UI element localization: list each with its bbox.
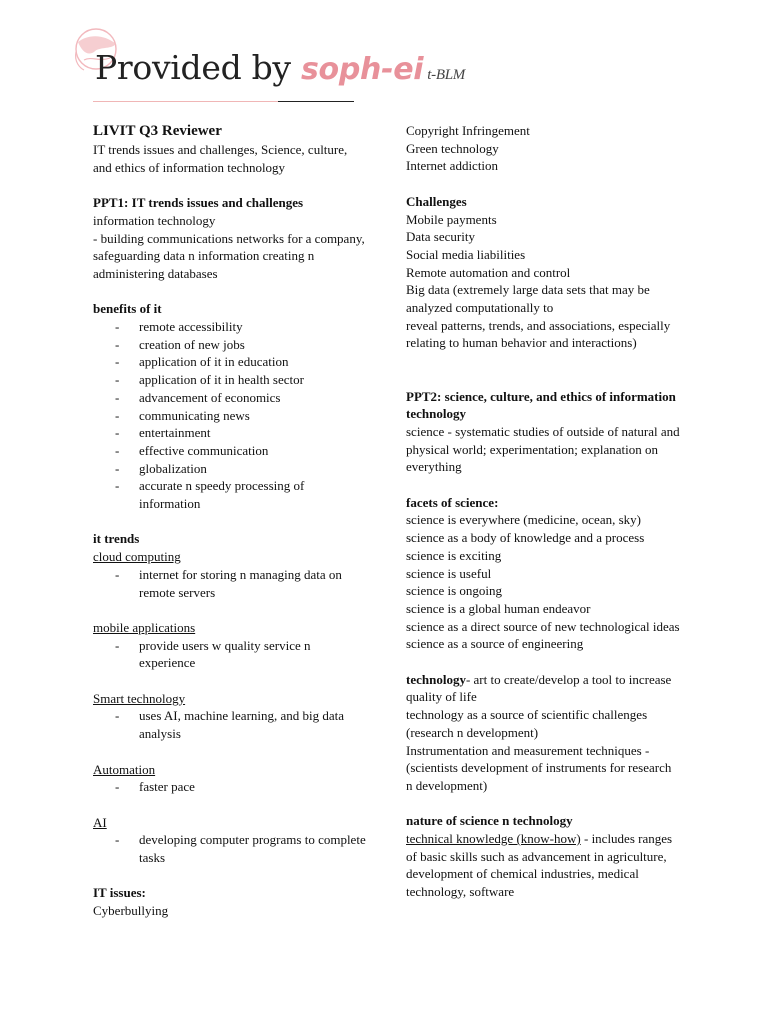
facet-item: science is useful xyxy=(406,565,492,581)
benefits-heading: benefits of it xyxy=(93,301,162,317)
nature-paragraph xyxy=(406,830,681,901)
challenges-heading: Challenges xyxy=(406,193,467,209)
nature-heading: nature of science n technology xyxy=(406,813,573,829)
it-term: information technology xyxy=(93,212,216,228)
list-item: - entertainment xyxy=(93,424,368,442)
issue-item: Internet addiction xyxy=(406,158,499,174)
list-item: - remote accessibility xyxy=(93,318,368,336)
facet-item: science as a direct source of new technological ideas xyxy=(406,618,680,634)
trend-name: Automation xyxy=(93,761,156,777)
list-item: - advancement of economics xyxy=(93,389,368,407)
benefits-list xyxy=(93,318,368,513)
right-column xyxy=(406,122,681,901)
challenge-item: Data security xyxy=(406,229,475,245)
issue-item: Cyberbullying xyxy=(93,903,169,919)
list-item: - provide users w quality service n experience xyxy=(93,637,368,672)
list-item: - faster pace xyxy=(93,778,368,796)
it-definition: - building communications networks for a company, safeguarding data n information creating n administering databases xyxy=(93,230,365,281)
technology-term: technology xyxy=(406,671,466,687)
challenge-item: Remote automation and control xyxy=(406,264,571,280)
nature-text: - includes ranges of basic skills such as advancement in agriculture, development of chemical industries, medical technology, software xyxy=(406,831,673,900)
nature-term: technical knowledge (know-how) xyxy=(406,831,581,847)
facet-item: science is exciting xyxy=(406,547,502,563)
page-header xyxy=(0,0,768,110)
facet-item: science as a body of knowledge and a process xyxy=(406,530,645,546)
list-item: - internet for storing n managing data on remote servers xyxy=(93,566,368,601)
technology-definition-text: - art to create/develop a tool to increase quality of life xyxy=(406,671,672,705)
facets-heading: facets of science: xyxy=(406,494,499,510)
list-item: - creation of new jobs xyxy=(93,336,368,354)
facet-item: science as a source of engineering xyxy=(406,636,584,652)
left-column xyxy=(93,122,368,920)
trend-name: cloud computing xyxy=(93,549,181,565)
trend-details xyxy=(93,566,368,601)
document-subtitle: IT trends issues and challenges, Science, culture, and ethics of information technology xyxy=(93,142,348,175)
technology-point: Instrumentation and measurement techniques - (scientists development of instruments for research n development) xyxy=(406,742,672,793)
facet-item: science is ongoing xyxy=(406,583,503,599)
ppt2-heading: PPT2: science, culture, and ethics of information technology xyxy=(406,388,676,422)
header-rule-pink xyxy=(93,101,278,102)
trend-details xyxy=(93,637,368,672)
list-item: - uses AI, machine learning, and big data analysis xyxy=(93,707,368,742)
facet-item: science is everywhere (medicine, ocean, sky) xyxy=(406,512,641,528)
challenge-item: reveal patterns, trends, and associations, especially relating to human behavior and interactions) xyxy=(406,317,671,351)
list-item: - application of it in health sector xyxy=(93,371,368,389)
technology-definition xyxy=(406,671,681,706)
challenge-item: Big data (extremely large data sets that may be analyzed computationally to xyxy=(406,282,650,316)
list-item: - communicating news xyxy=(93,407,368,425)
challenge-item: Social media liabilities xyxy=(406,246,526,262)
list-item: - application of it in education xyxy=(93,353,368,371)
list-item: - accurate n speedy processing of information xyxy=(93,477,368,512)
trend-name: mobile applications xyxy=(93,619,196,635)
trend-details xyxy=(93,831,368,866)
provided-by-banner xyxy=(95,48,465,87)
trend-details xyxy=(93,707,368,742)
trend-name: AI xyxy=(93,814,107,830)
issue-item: Copyright Infringement xyxy=(406,123,530,138)
header-rule-dark xyxy=(278,101,354,102)
list-item: - globalization xyxy=(93,460,368,478)
trend-name: Smart technology xyxy=(93,690,186,706)
ppt1-heading: PPT1: IT trends issues and challenges xyxy=(93,195,304,211)
list-item: - developing computer programs to complete tasks xyxy=(93,831,368,866)
science-definition: science - systematic studies of outside of natural and physical world; experimentation; explanation on everything xyxy=(406,423,680,475)
challenge-item: Mobile payments xyxy=(406,211,497,227)
brand-tag: t-BLM xyxy=(427,67,465,83)
issue-item: Green technology xyxy=(406,140,499,156)
document-title: LIVIT Q3 Reviewer xyxy=(93,123,222,139)
brand-prefix: Provided by xyxy=(95,48,301,87)
technology-point: technology as a source of scientific challenges (research n development) xyxy=(406,707,648,740)
facet-item: science is a global human endeavor xyxy=(406,600,591,616)
list-item: - effective communication xyxy=(93,442,368,460)
trend-details xyxy=(93,778,368,796)
trends-heading: it trends xyxy=(93,531,140,547)
brand-name: soph-ei xyxy=(300,52,424,87)
issues-heading: IT issues: xyxy=(93,885,146,901)
